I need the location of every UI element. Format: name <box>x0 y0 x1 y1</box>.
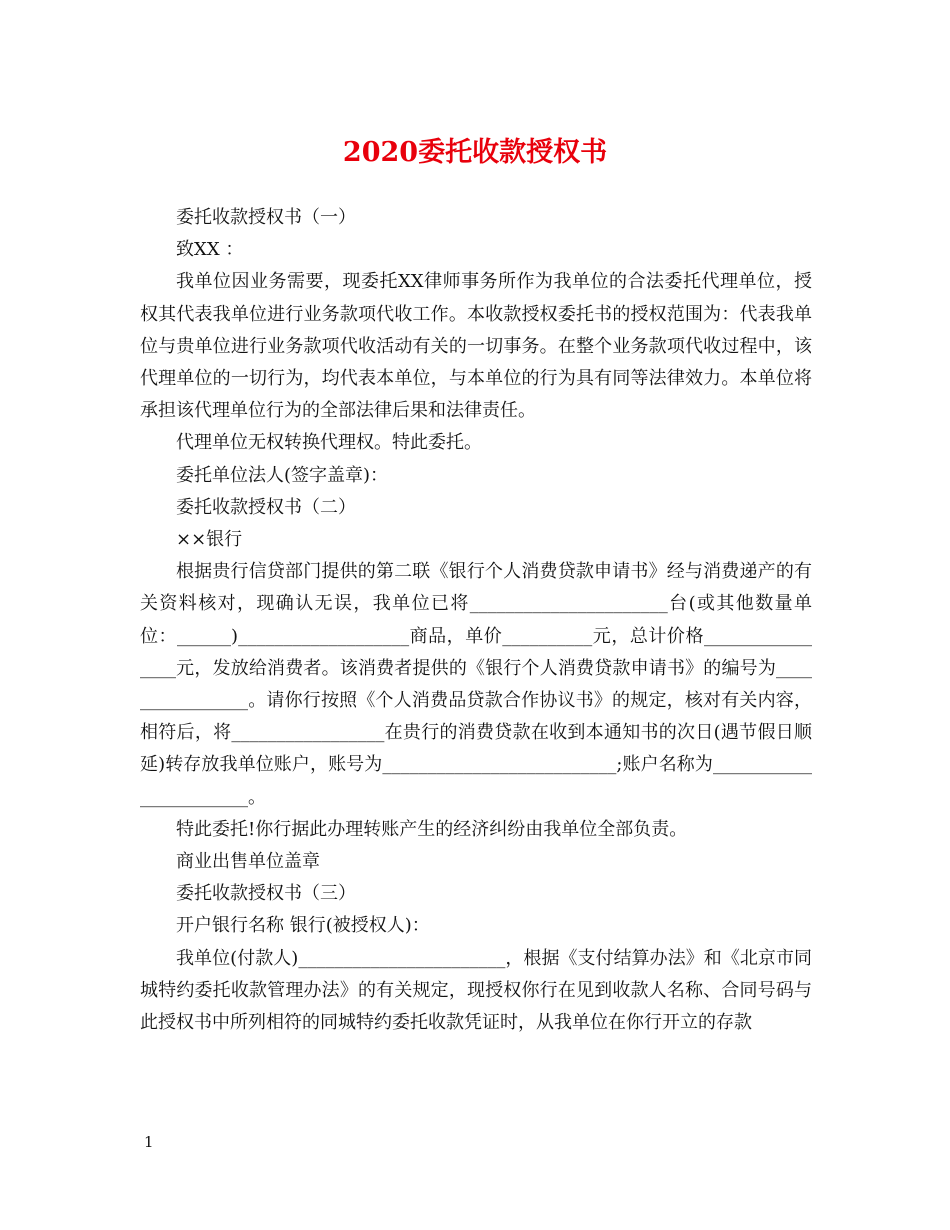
document-body <box>140 202 812 1039</box>
paragraph-payer-authorization: 我单位(付款人)_______________________，根据《支付结算办法》和《北京市同城特约委托收款管理办法》的有关规定，现授权你行在见到收款人名称、合同号码与此授权书中所列相符的同城特约委托收款凭证时，从我单位在你行开立的存款 <box>140 947 812 1034</box>
paragraph-heading-one: 委托收款授权书（一） <box>176 207 356 228</box>
paragraph-seller-seal: 商业出售单位盖章 <box>176 851 320 873</box>
paragraph-legal-signature: 委托单位法人(签字盖章)： <box>176 464 389 486</box>
paragraph-loan-details: 根据贵行信贷部门提供的第二联《银行个人消费贷款申请书》经与消费递产的有关资料核对，现确认无误，我单位已将______________________台(或其他数量单位：______)___________________商品，单价__________元，总计价格________________元，发放给消费者。该消费者提供的《银行个人消费贷款申请书》的编号为________________。请你行按照《个人消费品贷款合作协议书》的规定，核对有关内容，相符后，将_________________在贵行的消费贷款在收到本通知书的次日(遇节假日顺延)转存放我单位账户，账号为__________________________;账户名称为_______________________。 <box>140 561 812 808</box>
paragraph-salutation: 致XX ： <box>176 239 244 261</box>
paragraph-responsibility: 特此委托!你行据此办理转账产生的经济纠纷由我单位全部负责。 <box>176 818 688 840</box>
document-title: 2020委托收款授权书 <box>342 137 608 168</box>
paragraph-bank-account-name: 开户银行名称 银行(被授权人)： <box>176 915 430 937</box>
page-number: 1 <box>144 1133 154 1151</box>
paragraph-heading-three: 委托收款授权书（三） <box>176 883 356 905</box>
paragraph-authorization-scope: 我单位因业务需要，现委托XX律师事务所作为我单位的合法委托代理单位，授权其代表我单位进行业务款项代收工作。本收款授权委托书的授权范围为：代表我单位与贵单位进行业务款项代收活动有关的一切事务。在整个业务款项代收过程中，该代理单位的一切行为，均代表本单位，与本单位的行为具有同等法律效力。本单位将承担该代理单位行为的全部法律后果和法律责任。 <box>140 271 812 422</box>
paragraph-no-transfer: 代理单位无权转换代理权。特此委托。 <box>176 432 482 454</box>
paragraph-heading-two: 委托收款授权书（二） <box>176 496 356 518</box>
paragraph-bank-name: ××银行 <box>176 529 243 551</box>
